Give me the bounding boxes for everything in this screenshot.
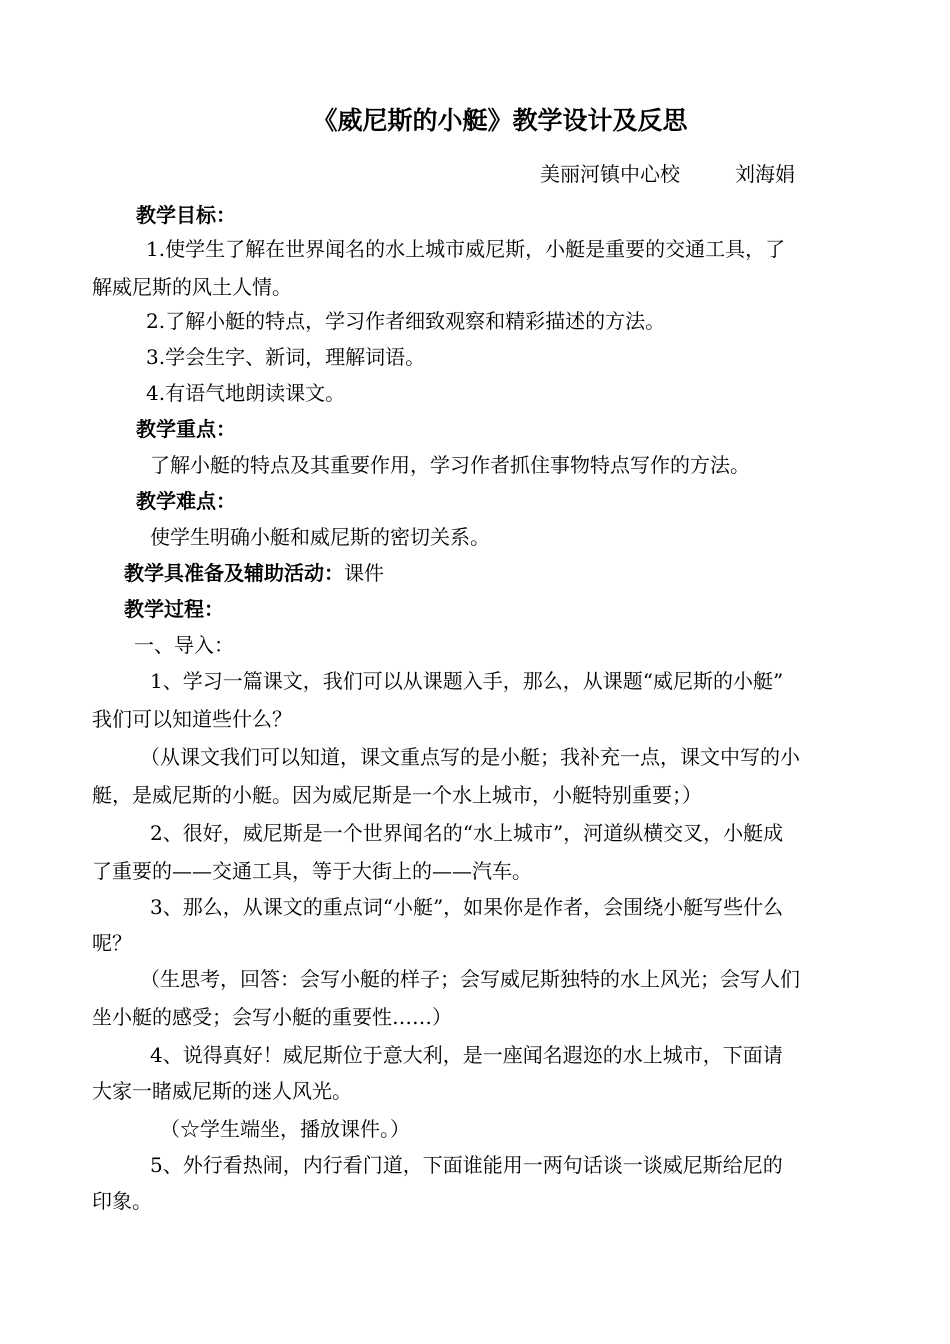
difficulties-heading: 教学难点： <box>136 489 236 513</box>
objective-3: 3.学会生字、新词，理解词语。 <box>146 345 426 369</box>
objective-1-line-1: 1.使学生了解在世界闻名的水上城市威尼斯，小艇是重要的交通工具，了 <box>146 237 786 261</box>
document-title: 《威尼斯的小艇》教学设计及反思 <box>312 106 688 135</box>
preparation-text: 课件 <box>344 561 384 585</box>
step-4-note: （☆学生端坐，播放课件。） <box>160 1117 410 1141</box>
section-intro-heading: 一、导入： <box>134 633 234 657</box>
step-3-answer-line-1: （生思考，回答：会写小艇的样子；会写威尼斯独特的水上风光；会写人们 <box>140 967 800 991</box>
objectives-heading: 教学目标： <box>136 203 236 227</box>
step-1-answer-line-1: （从课文我们可以知道，课文重点写的是小艇；我补充一点，课文中写的小 <box>140 745 800 769</box>
preparation-line <box>124 554 894 592</box>
step-5-line-2: 印象。 <box>92 1189 152 1213</box>
objective-4: 4.有语气地朗读课文。 <box>146 381 346 405</box>
process-heading: 教学过程： <box>124 597 224 621</box>
step-2-line-2: 了重要的——交通工具，等于大街上的——汽车。 <box>92 859 532 883</box>
step-3-line-1: 3、那么，从课文的重点词“小艇”，如果你是作者，会围绕小艇写些什么 <box>150 895 784 919</box>
key-points-heading: 教学重点： <box>136 417 236 441</box>
step-4-line-1: 4、说得真好！威尼斯位于意大利，是一座闻名遐迩的水上城市，下面请 <box>150 1043 783 1067</box>
objective-1-line-2: 解威尼斯的风土人情。 <box>92 275 292 299</box>
step-1-answer-line-2: 艇，是威尼斯的小艇。因为威尼斯是一个水上城市，小艇特别重要；） <box>92 783 702 807</box>
step-4-line-2: 大家一睹威尼斯的迷人风光。 <box>92 1079 352 1103</box>
key-points-text: 了解小艇的特点及其重要作用，学习作者抓住事物特点写作的方法。 <box>150 453 750 477</box>
objective-2: 2.了解小艇的特点，学习作者细致观察和精彩描述的方法。 <box>146 309 666 333</box>
author-school: 美丽河镇中心校 <box>540 162 680 186</box>
step-3-answer-line-2: 坐小艇的感受；会写小艇的重要性……） <box>92 1005 452 1029</box>
author-name: 刘海娟 <box>735 162 795 186</box>
step-2-line-1: 2、很好，威尼斯是一个世界闻名的“水上城市”，河道纵横交叉，小艇成 <box>150 821 784 845</box>
author-line <box>540 160 795 188</box>
step-5-line-1: 5、外行看热闹，内行看门道，下面谁能用一两句话谈一谈威尼斯给尼的 <box>150 1153 783 1177</box>
preparation-heading: 教学具准备及辅助活动： <box>124 561 344 585</box>
difficulties-text: 使学生明确小艇和威尼斯的密切关系。 <box>150 525 490 549</box>
step-1-line-1: 1、学习一篇课文，我们可以从课题入手，那么，从课题“威尼斯的小艇” <box>150 669 784 693</box>
step-3-line-2: 呢？ <box>92 931 132 955</box>
step-1-line-2: 我们可以知道些什么？ <box>92 707 292 731</box>
